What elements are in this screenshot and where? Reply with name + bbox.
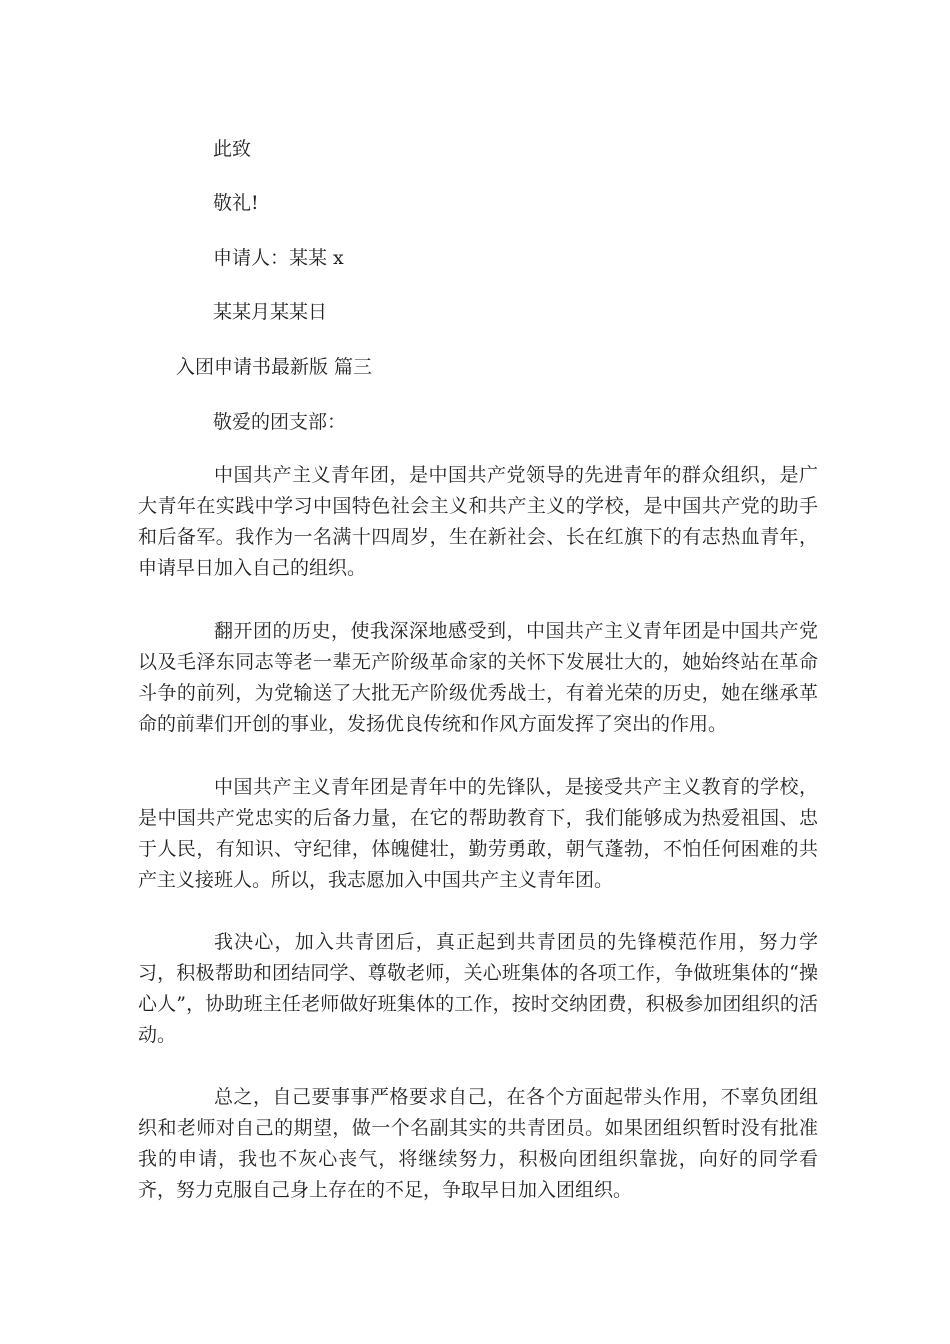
closing-line-1: 此致 (213, 138, 252, 160)
applicant-signature: 申请人：某某 x (213, 247, 344, 269)
paragraph-3: 中国共产主义青年团是青年中的先锋队，是接受共产主义教育的学校，是中国共产党忠实的后备力量，在它的帮助教育下，我们能够成为热爱祖国、忠于人民，有知识、守纪律，体魄健壮，勤劳勇敢，朝气蓬勃，不怕任何困难的共产主义接班人。所以，我志愿加入中国共产主义青年团。 (138, 776, 818, 891)
paragraph-5: 总之，自己要事事严格要求自己，在各个方面起带头作用，不辜负团组织和老师对自己的期望，做一个名副其实的共青团员。如果团组织暂时没有批准我的申请，我也不灰心丧气，将继续努力，积极向团组织靠拢，向好的同学看齐，努力克服自己身上存在的不足，争取早日加入团组织。 (138, 1086, 818, 1201)
salutation: 敬爱的团支部： (213, 411, 347, 433)
paragraph-2: 翻开团的历史，使我深深地感受到，中国共产主义青年团是中国共产党以及毛泽东同志等老一辈无产阶级革命家的关怀下发展壮大的，她始终站在革命斗争的前列，为党输送了大批无产阶级优秀战士，有着光荣的历史，她在继承革命的前辈们开创的事业，发扬优良传统和作风方面发挥了突出的作用。 (138, 620, 818, 735)
paragraph-4: 我决心，加入共青团后，真正起到共青团员的先锋模范作用，努力学习，积极帮助和团结同学、尊敬老师，关心班集体的各项工作，争做班集体的“操心人”，协助班主任老师做好班集体的工作，按时交纳团费，积极参加团组织的活动。 (138, 931, 818, 1046)
paragraph-1: 中国共产主义青年团，是中国共产党领导的先进青年的群众组织，是广大青年在实践中学习中国特色社会主义和共产主义的学校，是中国共产党的助手和后备军。我作为一名满十四周岁，生在新社会、长在红旗下的有志热血青年，申请早日加入自己的组织。 (138, 464, 818, 579)
letter-date: 某某月某某日 (213, 301, 328, 323)
closing-line-2: 敬礼! (213, 192, 259, 214)
section-title: 入团申请书最新版 篇三 (176, 356, 373, 378)
